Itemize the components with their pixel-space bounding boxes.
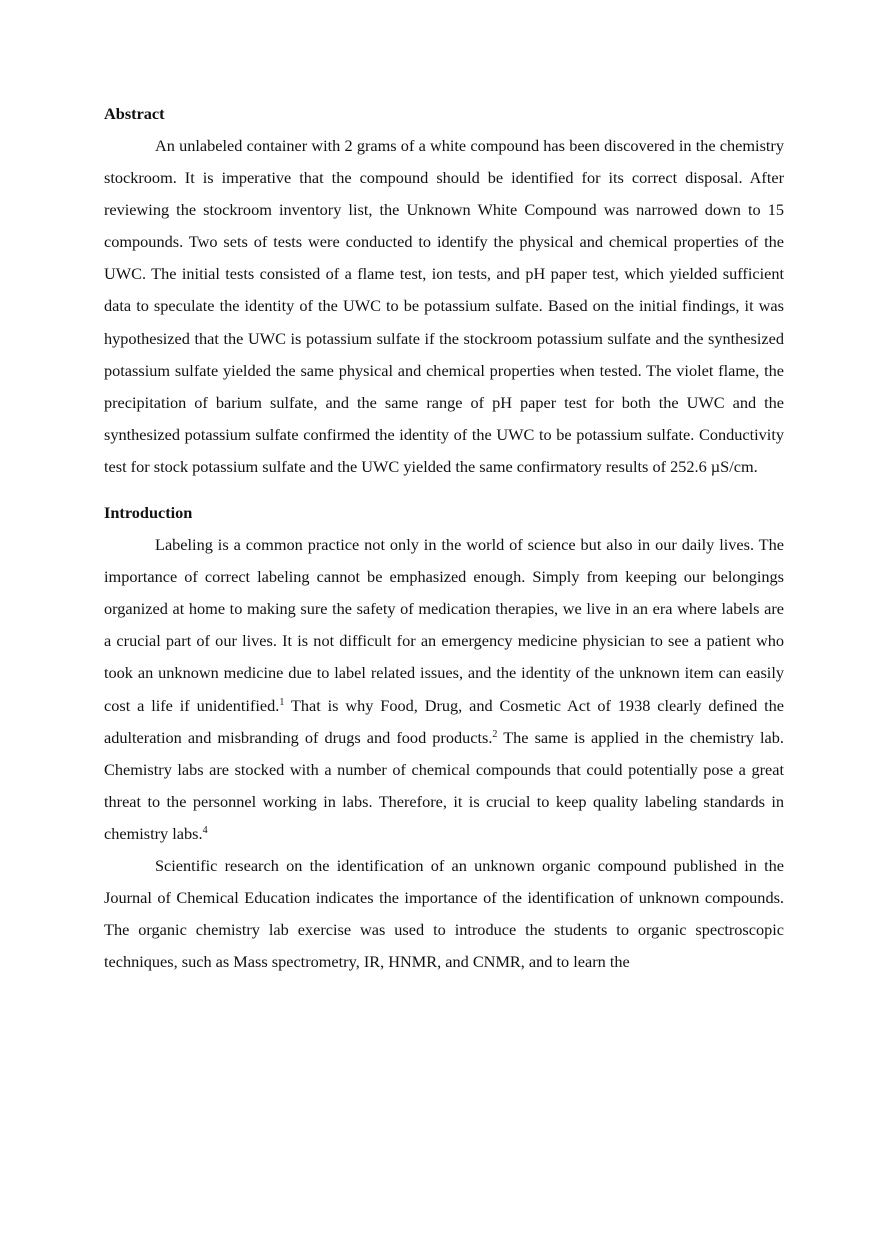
intro-text-part-2: That is why Food, Drug, and Cosmetic Act of 1938 clearly defined the adulteration and misbranding of drugs and food products. (104, 695, 784, 747)
abstract-paragraph: An unlabeled container with 2 grams of a white compound has been discovered in the chemistry stockroom. It is imperative that the compound should be identified for its correct disposal. After reviewing the stockroom inventory list, the Unknown White Compound was narrowed down to 15 compounds. Two sets of tests were conducted to identify the physical and chemical properties of the UWC. The initial tests consisted of a flame test, ion tests, and pH paper test, which yielded sufficient data to speculate the identity of the UWC to be potassium sulfate. Based on the initial findings, it was hypothesized that the UWC is potassium sulfate if the stockroom potassium sulfate and the synthesized potassium sulfate yielded the same physical and chemical properties when tested. The violet flame, the precipitation of barium sulfate, and the same range of pH paper test for both the UWC and the synthesized potassium sulfate confirmed the identity of the UWC to be potassium sulfate. Conductivity test for stock potassium sulfate and the UWC yielded the same confirmatory results of 252.6 µS/cm. (104, 136, 784, 476)
abstract-heading: Abstract (104, 104, 165, 123)
page-content (104, 101, 784, 978)
intro-text-part-3: The same is applied in the chemistry lab. Chemistry labs are stocked with a number of chemical compounds that could potentially pose a great threat to the personnel working in labs. Therefore, it is crucial to keep quality labeling standards in chemistry labs. (104, 727, 784, 843)
introduction-paragraph-2: Scientific research on the identification of an unknown organic compound published in the Journal of Chemical Education indicates the importance of the identification of unknown compounds. The organic chemistry lab exercise was used to introduce the students to organic spectroscopic techniques, such as Mass spectrometry, IR, HNMR, and CNMR, and to learn the (104, 855, 784, 972)
section-spacer (104, 483, 784, 500)
introduction-heading: Introduction (104, 503, 193, 523)
introduction-paragraph-1 (104, 529, 784, 850)
citation-4: 4 (202, 824, 208, 836)
citation-2: 2 (492, 728, 498, 740)
intro-text-part-1: Labeling is a common practice not only in the world of science but also in our daily lives. The importance of correct labeling cannot be emphasized enough. Simply from keeping our belongings organized at home to making sure the safety of medication therapies, we live in an era where labels are a crucial part of our lives. It is not difficult for an emergency medicine physician to see a patient who took an unknown medicine due to label related issues, and the identity of the unknown item can easily cost a life if unidentified. (104, 535, 784, 715)
citation-1: 1 (279, 696, 285, 708)
